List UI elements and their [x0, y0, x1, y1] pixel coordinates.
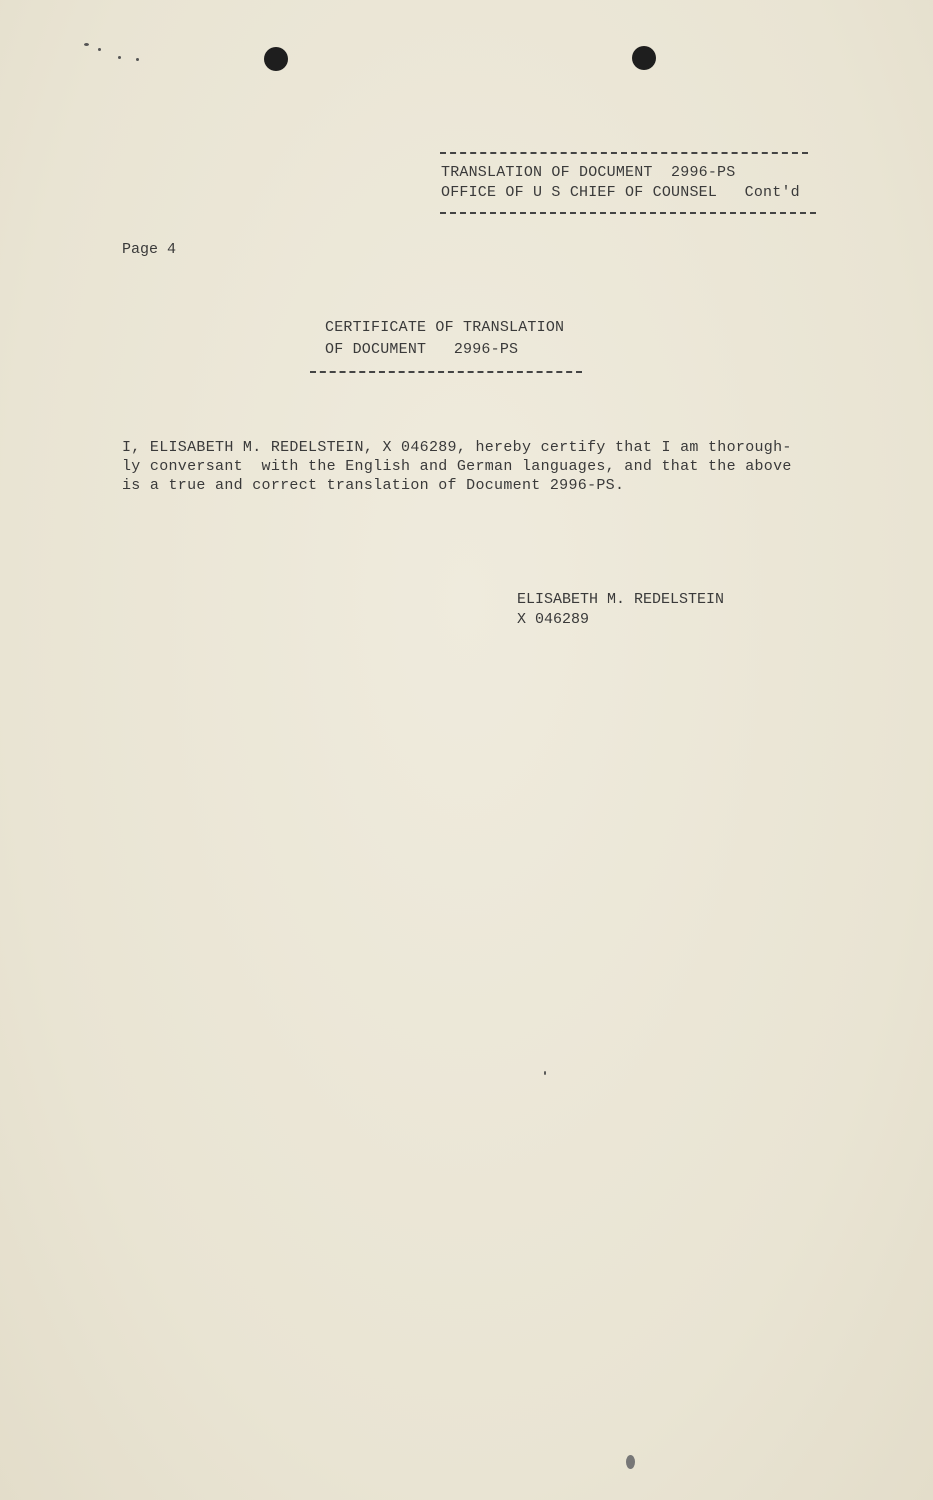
signatory-name: ELISABETH M. REDELSTEIN: [517, 591, 725, 608]
paper-speck: [544, 1071, 546, 1075]
certificate-title-line2: OF DOCUMENT 2996-PS: [325, 341, 519, 358]
paper-speck: [84, 43, 89, 46]
certificate-title-line1: CERTIFICATE OF TRANSLATION: [325, 319, 565, 336]
header-rule-bottom: [440, 212, 816, 214]
header-rule-top: [440, 152, 808, 154]
header-office-line: OFFICE OF U S CHIEF OF COUNSEL Cont'd: [441, 184, 800, 201]
page-number: Page 4: [122, 241, 177, 258]
statement-line-1: I, ELISABETH M. REDELSTEIN, X 046289, hereby certify that I am thorough-: [122, 439, 792, 456]
header-document-title: TRANSLATION OF DOCUMENT 2996-PS: [441, 164, 736, 181]
paper-speck: [626, 1455, 635, 1469]
punch-hole-left: [264, 47, 288, 71]
paper-speck: [136, 58, 139, 61]
signature-block: [517, 590, 724, 630]
statement-line-2: ly conversant with the English and German languages, and that the above: [122, 458, 792, 475]
paper-speck: [118, 56, 121, 59]
certification-statement: [122, 438, 822, 495]
punch-hole-right: [632, 46, 656, 70]
paper-speck: [98, 48, 101, 51]
certificate-title-rule: [310, 371, 582, 373]
statement-line-3: is a true and correct translation of Document 2996-PS.: [122, 477, 625, 494]
signatory-id: X 046289: [517, 611, 590, 628]
